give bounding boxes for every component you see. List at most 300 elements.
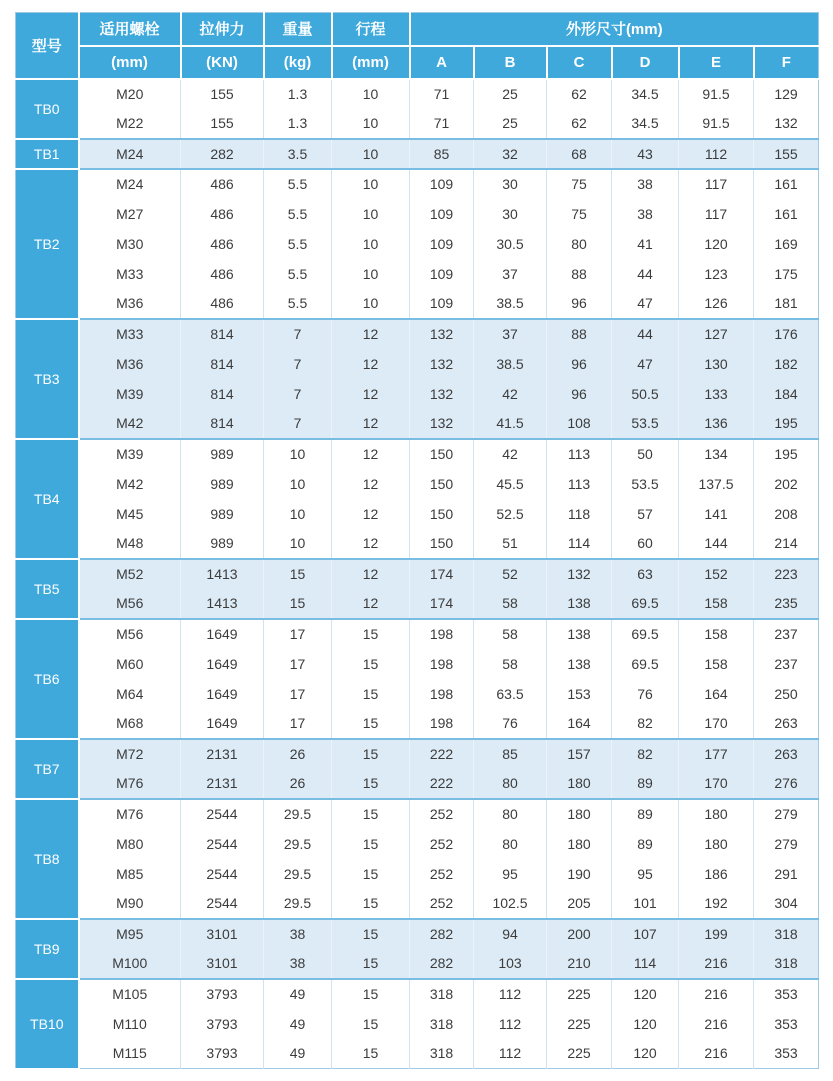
value-cell: 252 bbox=[410, 859, 474, 889]
value-cell: M30 bbox=[79, 229, 181, 259]
value-cell: M80 bbox=[79, 829, 181, 859]
table-header bbox=[16, 13, 819, 79]
value-cell: 32 bbox=[474, 139, 547, 169]
value-cell: M42 bbox=[79, 409, 181, 439]
value-cell: 15 bbox=[264, 589, 332, 619]
value-cell: M76 bbox=[79, 799, 181, 829]
value-cell: 103 bbox=[474, 949, 547, 979]
value-cell: 1413 bbox=[181, 559, 264, 589]
value-cell: M60 bbox=[79, 649, 181, 679]
value-cell: M45 bbox=[79, 499, 181, 529]
value-cell: 15 bbox=[332, 619, 410, 649]
value-cell: 150 bbox=[410, 529, 474, 559]
value-cell: 47 bbox=[612, 289, 679, 319]
value-cell: 164 bbox=[679, 679, 754, 709]
value-cell: M20 bbox=[79, 79, 181, 109]
value-cell: 30.5 bbox=[474, 229, 547, 259]
model-cell: TB8 bbox=[16, 799, 79, 919]
value-cell: 133 bbox=[679, 379, 754, 409]
value-cell: M42 bbox=[79, 469, 181, 499]
value-cell: 263 bbox=[754, 739, 819, 769]
value-cell: 44 bbox=[612, 259, 679, 289]
value-cell: 180 bbox=[547, 799, 612, 829]
value-cell: 486 bbox=[181, 229, 264, 259]
value-cell: M68 bbox=[79, 709, 181, 739]
value-cell: 62 bbox=[547, 79, 612, 109]
value-cell: 169 bbox=[754, 229, 819, 259]
header-stroke: 行程 bbox=[332, 13, 410, 46]
value-cell: 223 bbox=[754, 559, 819, 589]
value-cell: 15 bbox=[332, 799, 410, 829]
table-row bbox=[16, 829, 819, 859]
value-cell: 132 bbox=[410, 349, 474, 379]
value-cell: 52.5 bbox=[474, 499, 547, 529]
value-cell: 12 bbox=[332, 559, 410, 589]
value-cell: 200 bbox=[547, 919, 612, 949]
value-cell: 75 bbox=[547, 169, 612, 199]
value-cell: M115 bbox=[79, 1039, 181, 1069]
value-cell: 161 bbox=[754, 199, 819, 229]
value-cell: 15 bbox=[332, 889, 410, 919]
value-cell: M36 bbox=[79, 349, 181, 379]
value-cell: 96 bbox=[547, 379, 612, 409]
value-cell: M105 bbox=[79, 979, 181, 1009]
value-cell: 53.5 bbox=[612, 469, 679, 499]
value-cell: 353 bbox=[754, 979, 819, 1009]
value-cell: 216 bbox=[679, 949, 754, 979]
value-cell: 155 bbox=[754, 139, 819, 169]
value-cell: 3101 bbox=[181, 919, 264, 949]
table-row bbox=[16, 619, 819, 649]
header-dim-d: D bbox=[612, 46, 679, 79]
table-row bbox=[16, 349, 819, 379]
value-cell: 10 bbox=[264, 499, 332, 529]
value-cell: 12 bbox=[332, 469, 410, 499]
value-cell: 989 bbox=[181, 439, 264, 469]
table-row bbox=[16, 139, 819, 169]
model-cell: TB7 bbox=[16, 739, 79, 799]
value-cell: 181 bbox=[754, 289, 819, 319]
value-cell: 62 bbox=[547, 109, 612, 139]
value-cell: 222 bbox=[410, 739, 474, 769]
value-cell: 120 bbox=[612, 979, 679, 1009]
spec-table-body bbox=[16, 79, 819, 1069]
value-cell: 150 bbox=[410, 469, 474, 499]
value-cell: 12 bbox=[332, 529, 410, 559]
value-cell: 318 bbox=[754, 949, 819, 979]
value-cell: 10 bbox=[332, 289, 410, 319]
model-cell: TB1 bbox=[16, 139, 79, 169]
value-cell: 49 bbox=[264, 1009, 332, 1039]
value-cell: 102.5 bbox=[474, 889, 547, 919]
value-cell: 71 bbox=[410, 79, 474, 109]
value-cell: 158 bbox=[679, 619, 754, 649]
value-cell: 153 bbox=[547, 679, 612, 709]
value-cell: 182 bbox=[754, 349, 819, 379]
value-cell: M39 bbox=[79, 379, 181, 409]
value-cell: 38.5 bbox=[474, 289, 547, 319]
value-cell: 5.5 bbox=[264, 229, 332, 259]
value-cell: 137.5 bbox=[679, 469, 754, 499]
value-cell: 5.5 bbox=[264, 199, 332, 229]
header-stroke-unit: (mm) bbox=[332, 46, 410, 79]
value-cell: M85 bbox=[79, 859, 181, 889]
value-cell: 158 bbox=[679, 589, 754, 619]
value-cell: 282 bbox=[410, 919, 474, 949]
value-cell: 85 bbox=[474, 739, 547, 769]
value-cell: 180 bbox=[679, 829, 754, 859]
value-cell: 180 bbox=[547, 829, 612, 859]
model-cell: TB10 bbox=[16, 979, 79, 1069]
value-cell: 15 bbox=[332, 739, 410, 769]
value-cell: 38 bbox=[612, 199, 679, 229]
value-cell: M95 bbox=[79, 919, 181, 949]
table-row bbox=[16, 649, 819, 679]
model-cell: TB9 bbox=[16, 919, 79, 979]
value-cell: 10 bbox=[332, 139, 410, 169]
value-cell: 63 bbox=[612, 559, 679, 589]
table-row bbox=[16, 979, 819, 1009]
header-force: 拉伸力 bbox=[181, 13, 264, 46]
value-cell: M24 bbox=[79, 139, 181, 169]
value-cell: 120 bbox=[679, 229, 754, 259]
value-cell: 263 bbox=[754, 709, 819, 739]
value-cell: 138 bbox=[547, 589, 612, 619]
value-cell: 136 bbox=[679, 409, 754, 439]
value-cell: 25 bbox=[474, 79, 547, 109]
value-cell: 30 bbox=[474, 169, 547, 199]
value-cell: 15 bbox=[332, 679, 410, 709]
header-dim-c: C bbox=[547, 46, 612, 79]
value-cell: 195 bbox=[754, 439, 819, 469]
table-row bbox=[16, 79, 819, 109]
value-cell: 216 bbox=[679, 979, 754, 1009]
value-cell: 318 bbox=[754, 919, 819, 949]
value-cell: 282 bbox=[410, 949, 474, 979]
value-cell: 198 bbox=[410, 619, 474, 649]
value-cell: 15 bbox=[264, 559, 332, 589]
value-cell: 12 bbox=[332, 439, 410, 469]
value-cell: 279 bbox=[754, 829, 819, 859]
value-cell: 85 bbox=[410, 139, 474, 169]
table-row bbox=[16, 949, 819, 979]
value-cell: 57 bbox=[612, 499, 679, 529]
header-bolt: 适用螺栓 bbox=[79, 13, 181, 46]
value-cell: 37 bbox=[474, 259, 547, 289]
value-cell: 250 bbox=[754, 679, 819, 709]
value-cell: 10 bbox=[264, 529, 332, 559]
value-cell: 10 bbox=[332, 109, 410, 139]
value-cell: 95 bbox=[474, 859, 547, 889]
value-cell: 1649 bbox=[181, 709, 264, 739]
value-cell: 132 bbox=[410, 319, 474, 349]
value-cell: 15 bbox=[332, 979, 410, 1009]
value-cell: 89 bbox=[612, 769, 679, 799]
value-cell: 202 bbox=[754, 469, 819, 499]
value-cell: 291 bbox=[754, 859, 819, 889]
value-cell: 42 bbox=[474, 379, 547, 409]
value-cell: 814 bbox=[181, 379, 264, 409]
value-cell: 353 bbox=[754, 1009, 819, 1039]
value-cell: 41.5 bbox=[474, 409, 547, 439]
value-cell: 49 bbox=[264, 979, 332, 1009]
value-cell: 3.5 bbox=[264, 139, 332, 169]
value-cell: M33 bbox=[79, 259, 181, 289]
value-cell: 1413 bbox=[181, 589, 264, 619]
value-cell: 88 bbox=[547, 259, 612, 289]
value-cell: 109 bbox=[410, 259, 474, 289]
value-cell: 132 bbox=[410, 379, 474, 409]
header-row-1 bbox=[16, 13, 819, 46]
table-row bbox=[16, 889, 819, 919]
header-dim-a: A bbox=[410, 46, 474, 79]
model-cell: TB0 bbox=[16, 79, 79, 139]
value-cell: 112 bbox=[474, 979, 547, 1009]
value-cell: 158 bbox=[679, 649, 754, 679]
value-cell: 237 bbox=[754, 619, 819, 649]
value-cell: 30 bbox=[474, 199, 547, 229]
value-cell: 12 bbox=[332, 499, 410, 529]
value-cell: 180 bbox=[547, 769, 612, 799]
value-cell: M76 bbox=[79, 769, 181, 799]
value-cell: 164 bbox=[547, 709, 612, 739]
value-cell: 69.5 bbox=[612, 589, 679, 619]
header-weight: 重量 bbox=[264, 13, 332, 46]
value-cell: 170 bbox=[679, 769, 754, 799]
table-row bbox=[16, 109, 819, 139]
value-cell: 114 bbox=[612, 949, 679, 979]
value-cell: 52 bbox=[474, 559, 547, 589]
value-cell: 225 bbox=[547, 1039, 612, 1069]
value-cell: 117 bbox=[679, 169, 754, 199]
value-cell: M36 bbox=[79, 289, 181, 319]
value-cell: 41 bbox=[612, 229, 679, 259]
value-cell: 108 bbox=[547, 409, 612, 439]
table-row bbox=[16, 679, 819, 709]
value-cell: 107 bbox=[612, 919, 679, 949]
value-cell: 155 bbox=[181, 79, 264, 109]
header-dimensions: 外形尺寸(mm) bbox=[410, 13, 819, 46]
value-cell: 190 bbox=[547, 859, 612, 889]
table-row bbox=[16, 709, 819, 739]
value-cell: 2131 bbox=[181, 739, 264, 769]
value-cell: 29.5 bbox=[264, 799, 332, 829]
value-cell: 44 bbox=[612, 319, 679, 349]
table-row bbox=[16, 409, 819, 439]
value-cell: M33 bbox=[79, 319, 181, 349]
value-cell: 252 bbox=[410, 799, 474, 829]
value-cell: 89 bbox=[612, 799, 679, 829]
value-cell: 25 bbox=[474, 109, 547, 139]
value-cell: 2131 bbox=[181, 769, 264, 799]
value-cell: 126 bbox=[679, 289, 754, 319]
value-cell: 208 bbox=[754, 499, 819, 529]
value-cell: 318 bbox=[410, 1039, 474, 1069]
value-cell: 58 bbox=[474, 619, 547, 649]
table-row bbox=[16, 499, 819, 529]
value-cell: 10 bbox=[332, 199, 410, 229]
value-cell: 141 bbox=[679, 499, 754, 529]
value-cell: M90 bbox=[79, 889, 181, 919]
value-cell: 144 bbox=[679, 529, 754, 559]
table-row bbox=[16, 289, 819, 319]
value-cell: 29.5 bbox=[264, 889, 332, 919]
value-cell: M56 bbox=[79, 589, 181, 619]
value-cell: 114 bbox=[547, 529, 612, 559]
value-cell: 88 bbox=[547, 319, 612, 349]
value-cell: 180 bbox=[679, 799, 754, 829]
value-cell: 26 bbox=[264, 769, 332, 799]
value-cell: 184 bbox=[754, 379, 819, 409]
value-cell: 95 bbox=[612, 859, 679, 889]
table-row bbox=[16, 529, 819, 559]
value-cell: 814 bbox=[181, 409, 264, 439]
value-cell: M72 bbox=[79, 739, 181, 769]
value-cell: 1649 bbox=[181, 619, 264, 649]
value-cell: 205 bbox=[547, 889, 612, 919]
spec-table bbox=[15, 12, 819, 1070]
value-cell: 10 bbox=[264, 469, 332, 499]
value-cell: 3793 bbox=[181, 979, 264, 1009]
value-cell: 130 bbox=[679, 349, 754, 379]
value-cell: 101 bbox=[612, 889, 679, 919]
value-cell: 15 bbox=[332, 649, 410, 679]
header-dim-e: E bbox=[679, 46, 754, 79]
value-cell: 34.5 bbox=[612, 109, 679, 139]
value-cell: 318 bbox=[410, 1009, 474, 1039]
value-cell: 282 bbox=[181, 139, 264, 169]
value-cell: 15 bbox=[332, 769, 410, 799]
value-cell: 304 bbox=[754, 889, 819, 919]
value-cell: 155 bbox=[181, 109, 264, 139]
value-cell: 50.5 bbox=[612, 379, 679, 409]
table-row bbox=[16, 919, 819, 949]
value-cell: 138 bbox=[547, 619, 612, 649]
value-cell: 237 bbox=[754, 649, 819, 679]
table-row bbox=[16, 769, 819, 799]
value-cell: 113 bbox=[547, 439, 612, 469]
value-cell: 1649 bbox=[181, 649, 264, 679]
value-cell: 170 bbox=[679, 709, 754, 739]
value-cell: 94 bbox=[474, 919, 547, 949]
value-cell: 96 bbox=[547, 289, 612, 319]
value-cell: 222 bbox=[410, 769, 474, 799]
value-cell: 134 bbox=[679, 439, 754, 469]
value-cell: 75 bbox=[547, 199, 612, 229]
table-row bbox=[16, 379, 819, 409]
value-cell: 15 bbox=[332, 859, 410, 889]
value-cell: 34.5 bbox=[612, 79, 679, 109]
value-cell: 486 bbox=[181, 289, 264, 319]
value-cell: 38 bbox=[264, 949, 332, 979]
value-cell: 120 bbox=[612, 1039, 679, 1069]
value-cell: 82 bbox=[612, 739, 679, 769]
value-cell: 10 bbox=[332, 169, 410, 199]
value-cell: M56 bbox=[79, 619, 181, 649]
model-cell: TB6 bbox=[16, 619, 79, 739]
value-cell: 80 bbox=[474, 769, 547, 799]
value-cell: 58 bbox=[474, 649, 547, 679]
value-cell: 127 bbox=[679, 319, 754, 349]
value-cell: 7 bbox=[264, 379, 332, 409]
value-cell: 12 bbox=[332, 349, 410, 379]
value-cell: 60 bbox=[612, 529, 679, 559]
value-cell: 174 bbox=[410, 559, 474, 589]
value-cell: 138 bbox=[547, 649, 612, 679]
model-cell: TB3 bbox=[16, 319, 79, 439]
value-cell: 2544 bbox=[181, 829, 264, 859]
value-cell: 216 bbox=[679, 1009, 754, 1039]
value-cell: 10 bbox=[332, 259, 410, 289]
table-row bbox=[16, 319, 819, 349]
table-row bbox=[16, 799, 819, 829]
value-cell: 109 bbox=[410, 199, 474, 229]
value-cell: 15 bbox=[332, 949, 410, 979]
value-cell: 279 bbox=[754, 799, 819, 829]
value-cell: 123 bbox=[679, 259, 754, 289]
value-cell: 76 bbox=[474, 709, 547, 739]
value-cell: 38 bbox=[264, 919, 332, 949]
value-cell: 10 bbox=[264, 439, 332, 469]
value-cell: 58 bbox=[474, 589, 547, 619]
value-cell: 353 bbox=[754, 1039, 819, 1069]
table-row bbox=[16, 1039, 819, 1069]
header-dim-f: F bbox=[754, 46, 819, 79]
table-row bbox=[16, 229, 819, 259]
value-cell: M22 bbox=[79, 109, 181, 139]
value-cell: 17 bbox=[264, 679, 332, 709]
value-cell: 80 bbox=[474, 829, 547, 859]
value-cell: 989 bbox=[181, 469, 264, 499]
value-cell: 82 bbox=[612, 709, 679, 739]
value-cell: 225 bbox=[547, 979, 612, 1009]
model-cell: TB2 bbox=[16, 169, 79, 319]
value-cell: 109 bbox=[410, 229, 474, 259]
table-row bbox=[16, 589, 819, 619]
table-row bbox=[16, 199, 819, 229]
value-cell: 49 bbox=[264, 1039, 332, 1069]
value-cell: 15 bbox=[332, 1039, 410, 1069]
value-cell: 5.5 bbox=[264, 289, 332, 319]
value-cell: 2544 bbox=[181, 799, 264, 829]
value-cell: 118 bbox=[547, 499, 612, 529]
value-cell: 117 bbox=[679, 199, 754, 229]
value-cell: 15 bbox=[332, 919, 410, 949]
value-cell: 486 bbox=[181, 199, 264, 229]
value-cell: 69.5 bbox=[612, 619, 679, 649]
value-cell: 53.5 bbox=[612, 409, 679, 439]
value-cell: 989 bbox=[181, 499, 264, 529]
value-cell: 10 bbox=[332, 79, 410, 109]
value-cell: 112 bbox=[474, 1009, 547, 1039]
value-cell: 161 bbox=[754, 169, 819, 199]
value-cell: 109 bbox=[410, 169, 474, 199]
value-cell: 15 bbox=[332, 829, 410, 859]
value-cell: M52 bbox=[79, 559, 181, 589]
value-cell: 814 bbox=[181, 349, 264, 379]
value-cell: 132 bbox=[547, 559, 612, 589]
header-force-unit: (KN) bbox=[181, 46, 264, 79]
value-cell: 225 bbox=[547, 1009, 612, 1039]
value-cell: 15 bbox=[332, 1009, 410, 1039]
value-cell: 198 bbox=[410, 649, 474, 679]
model-cell: TB4 bbox=[16, 439, 79, 559]
value-cell: M24 bbox=[79, 169, 181, 199]
value-cell: 63.5 bbox=[474, 679, 547, 709]
value-cell: 10 bbox=[332, 229, 410, 259]
value-cell: 89 bbox=[612, 829, 679, 859]
value-cell: 192 bbox=[679, 889, 754, 919]
